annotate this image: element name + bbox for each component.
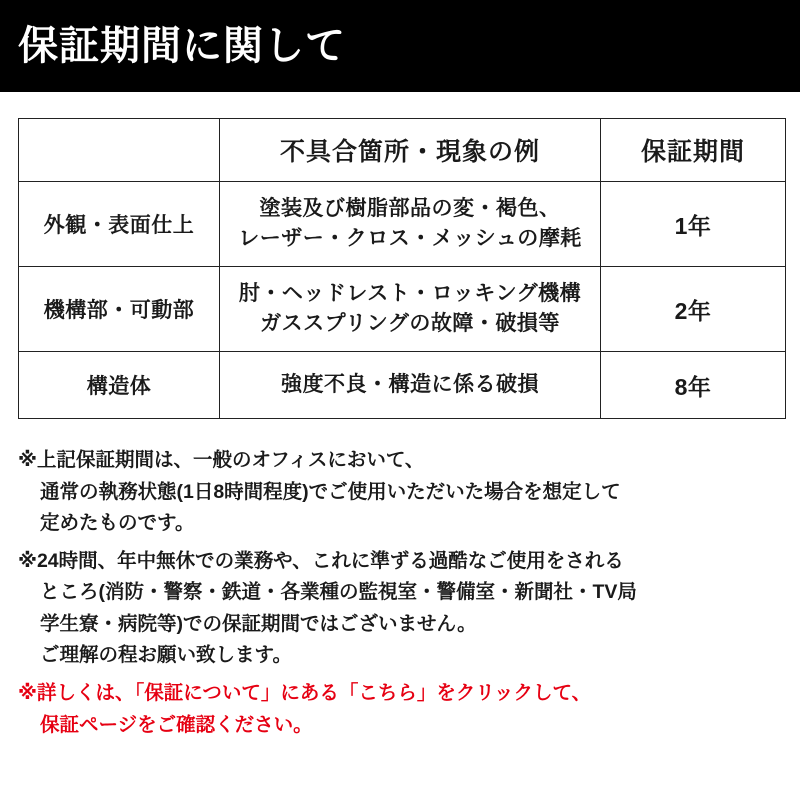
table-header-row <box>19 119 786 182</box>
cell-term: 8年 <box>601 352 786 419</box>
notes-section <box>0 419 800 741</box>
description-line: 強度不良・構造に係る破損 <box>281 372 539 396</box>
cell-term: 1年 <box>601 182 786 267</box>
page-header <box>0 0 800 92</box>
description-line: 塗装及び樹脂部品の変・褐色、 <box>259 196 561 220</box>
cell-term: 2年 <box>601 267 786 352</box>
cell-category: 構造体 <box>19 352 220 419</box>
warranty-table <box>18 118 786 419</box>
note-line: 定めたものです。 <box>40 512 195 535</box>
cell-category: 機構部・可動部 <box>19 267 220 352</box>
table-body <box>19 182 786 419</box>
cell-description <box>220 182 601 267</box>
note-item-highlight <box>18 678 782 741</box>
note-line: 通常の執務状態(1日8時間程度)でご使用いただいた場合を想定して <box>40 480 621 503</box>
column-header-description: 不具合箇所・現象の例 <box>220 119 601 182</box>
column-header-category <box>19 119 220 182</box>
table-row <box>19 182 786 267</box>
description-line: レーザー・クロス・メッシュの摩耗 <box>238 227 582 250</box>
note-line: ※詳しくは、「保証について」にある「こちら」をクリックして、 <box>18 682 592 705</box>
warranty-table-container <box>0 92 800 419</box>
cell-description <box>220 267 601 352</box>
note-line: ※上記保証期間は、一般のオフィスにおいて、 <box>18 449 425 471</box>
note-item <box>18 546 782 672</box>
page-title: 保証期間に関して <box>18 24 346 68</box>
cell-category: 外観・表面仕上 <box>19 182 220 267</box>
description-line: 肘・ヘッドレスト・ロッキング機構 <box>238 281 582 305</box>
note-line: 学生寮・病院等)での保証期間ではございません。 <box>40 612 477 635</box>
table-header <box>19 119 786 182</box>
note-line: 保証ページをご確認ください。 <box>40 713 313 736</box>
table-row <box>19 352 786 419</box>
table-row <box>19 267 786 352</box>
note-line: ご理解の程お願い致します。 <box>40 644 292 667</box>
note-line: ※24時間、年中無休での業務や、これに準ずる過酷なご使用をされる <box>18 549 624 572</box>
column-header-term: 保証期間 <box>601 119 786 182</box>
note-line: ところ(消防・警察・鉄道・各業種の監視室・警備室・新聞社・TV局 <box>40 581 637 604</box>
note-item <box>18 445 782 540</box>
cell-description <box>220 352 601 419</box>
description-line: ガススプリングの故障・破損等 <box>260 312 560 335</box>
